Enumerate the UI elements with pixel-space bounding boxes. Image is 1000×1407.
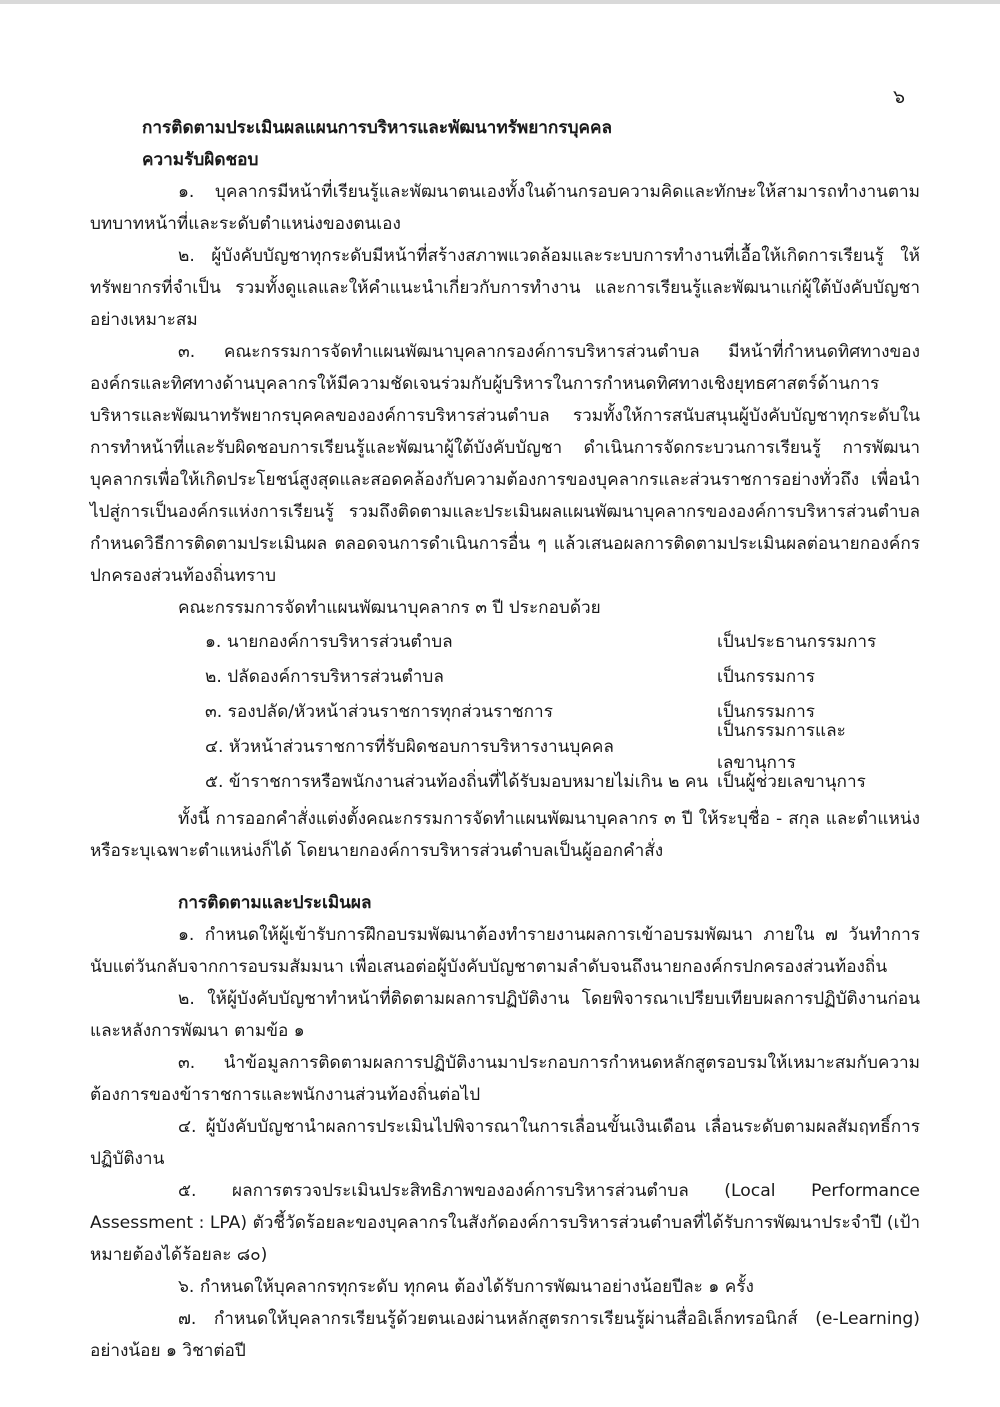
committee-member-role: เป็นกรรมการ xyxy=(717,666,816,687)
page-number: ๖ xyxy=(892,86,905,108)
responsibility-heading: ความรับผิดชอบ xyxy=(142,150,259,170)
committee-member-role: เป็นกรรมการ xyxy=(717,701,816,722)
evaluation-item-5: ๕. ผลการตรวจประเมินประสิทธิภาพขององค์การบริหารส่วนตำบล (Local Performance Assessment : LPA) ตัวชี้วัดร้อยละของบุคลากรในสังกัดองค์การบริหารส่วนตำบลที่ได้รับการพัฒนาประจำปี (เป้าหมายต้องได้ร้อยละ ๘๐) xyxy=(90,1181,920,1265)
committee-note: ทั้งนี้ การออกคำสั่งแต่งตั้งคณะกรรมการจัดทำแผนพัฒนาบุคลากร ๓ ปี ให้ระบุชื่อ - สกุล และตำแหน่งหรือระบุเฉพาะตำแหน่งก็ได้ โดยนายกองค์การบริหารส่วนตำบลเป็นผู้ออกคำสั่ง xyxy=(90,809,920,861)
evaluation-heading: การติดตามและประเมินผล xyxy=(178,893,372,913)
evaluation-item-4: ๔. ผู้บังคับบัญชานำผลการประเมินไปพิจารณาในการเลื่อนขั้นเงินเดือน เลื่อนระดับตามผลสัมฤทธิ์การปฏิบัติงาน xyxy=(90,1117,920,1169)
committee-member xyxy=(205,624,920,659)
committee-member xyxy=(205,764,920,799)
scan-top-edge xyxy=(0,0,1000,4)
committee-intro: คณะกรรมการจัดทำแผนพัฒนาบุคลากร ๓ ปี ประกอบด้วย xyxy=(178,598,601,618)
committee-member-name: ๕. ข้าราชการหรือพนักงานส่วนท้องถิ่นที่ได้รับมอบหมายไม่เกิน ๒ คน xyxy=(205,771,709,792)
document-body xyxy=(90,112,920,1367)
committee-member-name: ๔. หัวหน้าส่วนราชการที่รับผิดชอบการบริหารงานบุคคล xyxy=(205,736,614,757)
evaluation-item-6: ๖. กำหนดให้บุคลากรทุกระดับ ทุกคน ต้องได้รับการพัฒนาอย่างน้อยปีละ ๑ ครั้ง xyxy=(178,1277,754,1297)
committee-member-role: เป็นผู้ช่วยเลขานุการ xyxy=(717,771,866,792)
committee-member xyxy=(205,720,920,773)
committee-list xyxy=(90,624,920,799)
evaluation-item-3: ๓. นำข้อมูลการติดตามผลการปฏิบัติงานมาประกอบการกำหนดหลักสูตรอบรมให้เหมาะสมกับความต้องการของข้าราชการและพนักงานส่วนท้องถิ่นต่อไป xyxy=(90,1053,920,1105)
committee-member xyxy=(205,659,920,694)
responsibility-item-3: ๓. คณะกรรมการจัดทำแผนพัฒนาบุคลากรองค์การบริหารส่วนตำบล มีหน้าที่กำหนดทิศทางขององค์กรและทิศทางด้านบุคลากรให้มีความชัดเจนร่วมกับผู้บริหารในการกำหนดทิศทางเชิงยุทธศาสตร์ด้านการบริหารและพัฒนาทรัพยากรบุคคลขององค์การบริหารส่วนตำบล รวมทั้งให้การสนับสนุนผู้บังคับบัญชาทุกระดับในการทำหน้าที่และรับผิดชอบการเรียนรู้และพัฒนาผู้ใต้บังคับบัญชา ดำเนินการจัดกระบวนการเรียนรู้ การพัฒนาบุคลากรเพื่อให้เกิดประโยชน์สูงสุดและสอดคล้องกับความต้องการของบุคลากรและส่วนราชการอย่างทั่วถึง เพื่อนำไปสู่การเป็นองค์กรแห่งการเรียนรู้ รวมถึงติดตามและประเมินผลแผนพัฒนาบุคลากรขององค์การบริหารส่วนตำบล กำหนดวิธีการติดตามประเมินผล ตลอดจนการดำเนินการอื่น ๆ แล้วเสนอผลการติดตามประเมินผลต่อนายกองค์กรปกครองส่วนท้องถิ่นทราบ xyxy=(90,342,920,586)
evaluation-item-7: ๗. กำหนดให้บุคลากรเรียนรู้ด้วยตนเองผ่านหลักสูตรการเรียนรู้ผ่านสื่ออิเล็กทรอนิกส์ (e-Learning) อย่างน้อย ๑ วิชาต่อปี xyxy=(90,1309,920,1361)
committee-member-name: ๓. รองปลัด/หัวหน้าส่วนราชการทุกส่วนราชการ xyxy=(205,701,553,722)
evaluation-item-1: ๑. กำหนดให้ผู้เข้ารับการฝึกอบรมพัฒนาต้องทำรายงานผลการเข้าอบรมพัฒนา ภายใน ๗ วันทำการนับแต่วันกลับจากการอบรมสัมมนา เพื่อเสนอต่อผู้บังคับบัญชาตามลำดับจนถึงนายกองค์กรปกครองส่วนท้องถิ่น xyxy=(90,925,920,977)
committee-member-name: ๑. นายกองค์การบริหารส่วนตำบล xyxy=(205,631,453,652)
evaluation-item-2: ๒. ให้ผู้บังคับบัญชาทำหน้าที่ติดตามผลการปฏิบัติงาน โดยพิจารณาเปรียบเทียบผลการปฏิบัติงานก่อนและหลังการพัฒนา ตามข้อ ๑ xyxy=(90,989,920,1041)
committee-member-role: เป็นกรรมการและเลขานุการ xyxy=(717,720,846,773)
committee-member-name: ๒. ปลัดองค์การบริหารส่วนตำบล xyxy=(205,666,444,687)
committee-member-role: เป็นประธานกรรมการ xyxy=(717,631,877,652)
page-title: การติดตามประเมินผลแผนการบริหารและพัฒนาทรัพยากรบุคคล xyxy=(142,118,613,138)
responsibility-item-1: ๑. บุคลากรมีหน้าที่เรียนรู้และพัฒนาตนเองทั้งในด้านกรอบความคิดและทักษะให้สามารถทำงานตามบทบาทหน้าที่และระดับตำแหน่งของตนเอง xyxy=(90,182,920,234)
responsibility-item-2: ๒. ผู้บังคับบัญชาทุกระดับมีหน้าที่สร้างสภาพแวดล้อมและระบบการทำงานที่เอื้อให้เกิดการเรียนรู้ ให้ทรัพยากรที่จำเป็น รวมทั้งดูแลและให้คำแนะนำเกี่ยวกับการทำงาน และการเรียนรู้และพัฒนาแก่ผู้ใต้บังคับบัญชาอย่างเหมาะสม xyxy=(90,246,920,330)
